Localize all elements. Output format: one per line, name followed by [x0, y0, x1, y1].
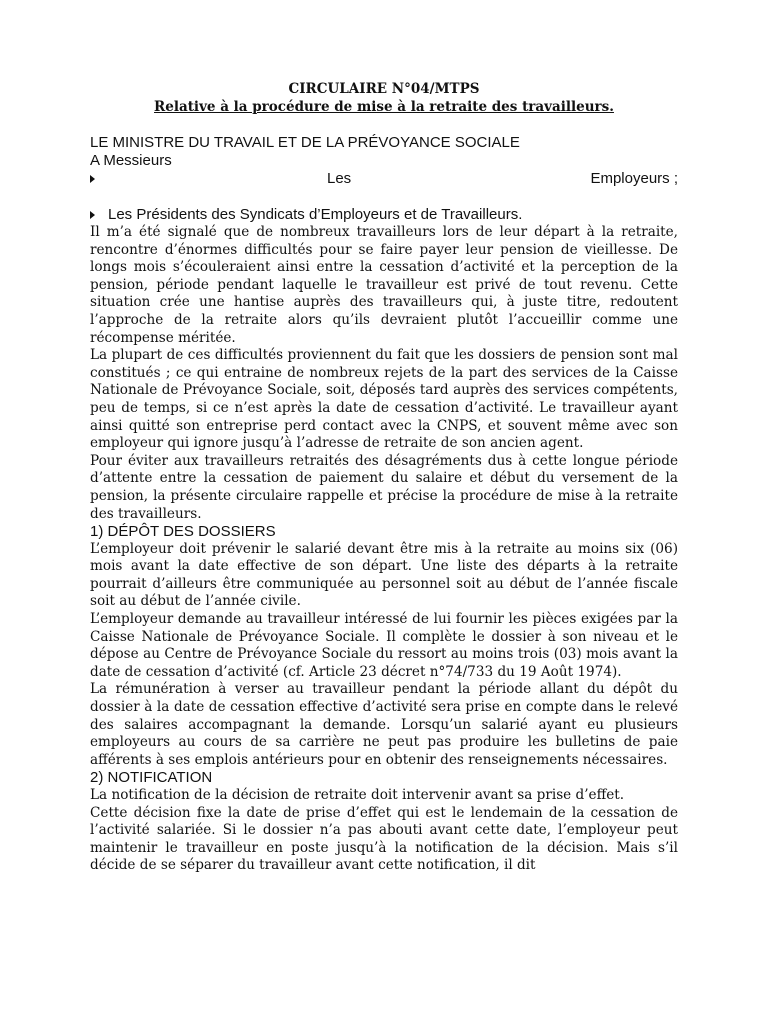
- recipient-label-unions: Les Présidents des Syndicats d’Employeurs et de Travailleurs.: [108, 206, 523, 223]
- document-page: [90, 80, 678, 875]
- bullet-arrow-icon: [90, 175, 95, 183]
- paragraph-remuneration: La rémunération à verser au travailleur pendant la période allant du dépôt du dossier à la date de cessation effective d’activité sera prise en compte dans le relevé des salaires accompagnant la demande. Lorsqu’un salarié ayant eu plusieurs employeurs au cours de sa carrière ne peut pas produire les bulletins de paie afférents à ses emplois antérieurs pour en obtenir des renseignements nécessaires.: [90, 681, 678, 768]
- recipient-item-employers: [90, 170, 678, 188]
- paragraph-documents: L’employeur demande au travailleur intéressé de lui fournir les pièces exigées par la Caisse Nationale de Prévoyance Sociale. Il complète le dossier à son niveau et le dépose au Centre de Prévoyance Sociale du ressort au moins trois (03) mois avant la date de cessation d’activité (cf. Article 23 décret n°74/733 du 19 Août 1974).: [90, 611, 678, 680]
- document-title: CIRCULAIRE N°04/MTPS: [288, 81, 480, 97]
- recipient-item-unions: [90, 206, 678, 224]
- document-subtitle: Relative à la procédure de mise à la retraite des travailleurs.: [154, 99, 614, 115]
- paragraph-notice: L’employeur doit prévenir le salarié devant être mis à la retraite au moins six (06) mois avant la date effective de son départ. Une liste des départs à la retraite pourrait d’ailleurs être communiquée au personnel soit au début de l’année fiscale soit au début de l’année civile.: [90, 540, 678, 610]
- addressee-line: A Messieurs: [90, 152, 172, 169]
- section-heading-notification: 2) NOTIFICATION: [90, 769, 213, 787]
- recipient-label-les: Les: [327, 170, 352, 187]
- bullet-arrow-icon: [90, 211, 95, 219]
- minister-line: LE MINISTRE DU TRAVAIL ET DE LA PRÉVOYANCE SOCIALE: [90, 134, 520, 151]
- spacer: [90, 116, 678, 134]
- paragraph-decision: Cette décision fixe la date de prise d’effet qui est le lendemain de la cessation de l’activité salariée. Si le dossier n’a pas abouti avant cette date, l’employeur peut maintenir le travailleur en poste jusqu’à la notification de la décision. Mais s’il décide de se séparer du travailleur avant cette notification, il dit: [90, 804, 678, 874]
- paragraph-intro: Il m’a été signalé que de nombreux travailleurs lors de leur départ à la retraite, rencontre d’énormes difficultés pour se faire payer leur pension de vieillesse. De longs mois s’écouleraient ainsi entre la cessation d’activité et la perception de la pension, période pendant laquelle le travailleur est privé de tout revenu. Cette situation crée une hantise auprès des travailleurs qui, à juste titre, redoutent l’approche de la retraite alors qu’ils devraient plutôt l’accueillir comme une récompense méritée.: [90, 224, 678, 346]
- paragraph-difficulties: La plupart de ces difficultés proviennent du fait que les dossiers de pension sont mal constitués ; ce qui entraine de nombreux rejets de la part des services de la Caisse Nationale de Prévoyance Sociale, soit, déposés tard auprès des services compétents, peu de temps, si ce n’est après la date de cessation d’activité. Le travailleur ayant ainsi quitté son entreprise perd contact avec la CNPS, et souvent même avec son employeur qui ignore jusqu’à l’adresse de retraite de son ancien agent.: [90, 347, 678, 452]
- spacer: [90, 188, 678, 206]
- section-heading-depot: 1) DÉPÔT DES DOSSIERS: [90, 523, 276, 541]
- paragraph-notification: La notification de la décision de retraite doit intervenir avant sa prise d’effet.: [90, 787, 625, 803]
- recipient-label-employeurs: Employeurs ;: [590, 170, 678, 187]
- paragraph-purpose: Pour éviter aux travailleurs retraités des désagréments dus à cette longue période d’attente entre la cessation de paiement du salaire et début du versement de la pension, la présente circulaire rappelle et précise la procédure de mise à la retraite des travailleurs.: [90, 452, 678, 522]
